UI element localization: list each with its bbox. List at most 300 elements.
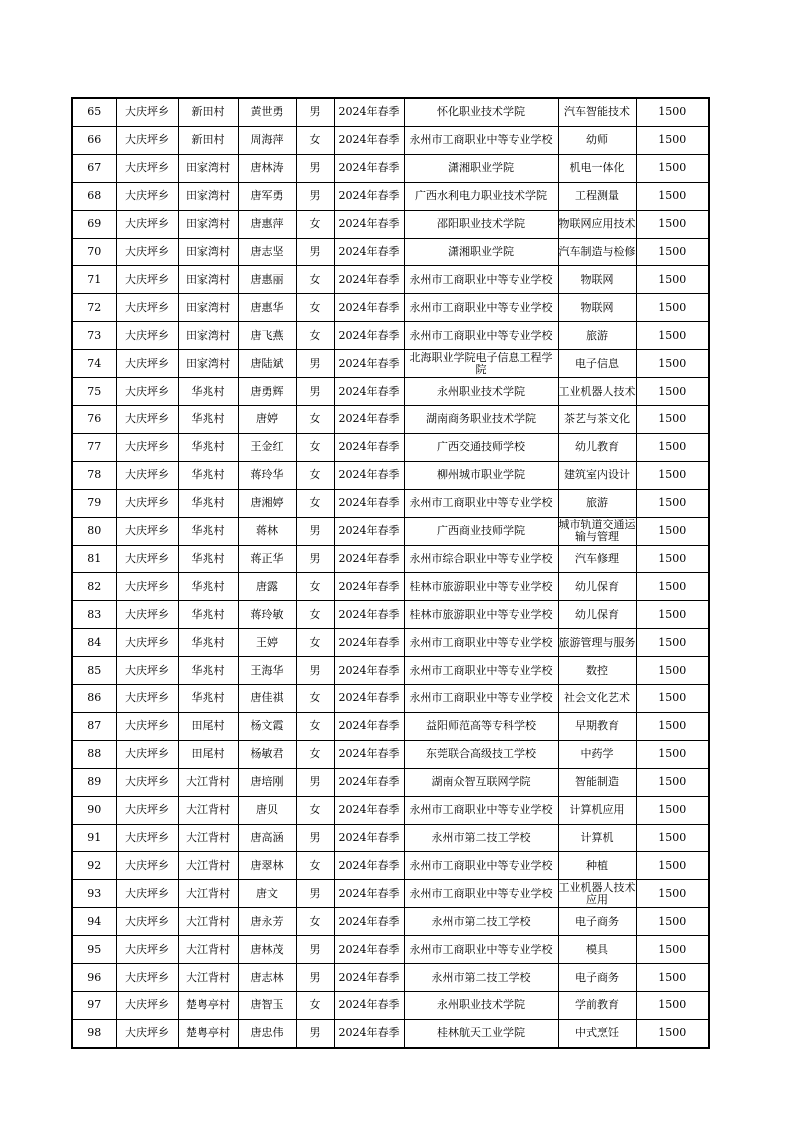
gender-cell: 女 [296, 294, 334, 322]
table-row [72, 992, 709, 1020]
amount-cell: 1500 [636, 461, 709, 489]
school-cell: 永州市工商职业中等专业学校 [409, 692, 553, 705]
school-cell: 桂林航天工业学院 [437, 1027, 525, 1040]
major-cell-container [558, 545, 636, 573]
village-cell: 田家湾村 [178, 238, 238, 266]
township-cell: 大庆坪乡 [116, 98, 178, 126]
major-cell-container [558, 601, 636, 629]
row-number: 92 [72, 852, 116, 880]
major-cell: 物联网 [580, 301, 614, 314]
name-cell: 唐智玉 [238, 992, 296, 1020]
table-row [72, 908, 709, 936]
school-cell-container [404, 964, 558, 992]
name-cell: 蒋正华 [238, 545, 296, 573]
row-number: 83 [72, 601, 116, 629]
table-row [72, 517, 709, 545]
gender-cell: 男 [296, 824, 334, 852]
school-cell: 湖南商务职业技术学院 [426, 413, 536, 426]
gender-cell: 女 [296, 489, 334, 517]
table-row [72, 796, 709, 824]
term-cell: 2024年春季 [334, 350, 404, 378]
village-cell: 田家湾村 [178, 322, 238, 350]
school-cell: 永州市工商职业中等专业学校 [409, 887, 553, 900]
major-cell: 电子商务 [575, 915, 619, 928]
township-cell: 大庆坪乡 [116, 433, 178, 461]
major-cell-container [558, 740, 636, 768]
village-cell: 华兆村 [178, 378, 238, 406]
table-row [72, 1019, 709, 1047]
school-cell: 永州市工商职业中等专业学校 [409, 329, 553, 342]
table-row [72, 182, 709, 210]
township-cell: 大庆坪乡 [116, 378, 178, 406]
major-cell: 幼儿保育 [575, 608, 619, 621]
major-cell: 城市轨道交通运输与管理 [558, 519, 636, 544]
school-cell: 永州市工商职业中等专业学校 [409, 134, 553, 147]
school-cell: 永州职业技术学院 [437, 999, 525, 1012]
township-cell: 大庆坪乡 [116, 461, 178, 489]
row-number: 73 [72, 322, 116, 350]
row-number: 98 [72, 1019, 116, 1047]
table-row [72, 154, 709, 182]
name-cell: 唐志坚 [238, 238, 296, 266]
village-cell: 大江背村 [178, 796, 238, 824]
township-cell: 大庆坪乡 [116, 210, 178, 238]
amount-cell: 1500 [636, 824, 709, 852]
table-row [72, 740, 709, 768]
township-cell: 大庆坪乡 [116, 489, 178, 517]
amount-cell: 1500 [636, 294, 709, 322]
school-cell: 怀化职业技术学院 [437, 106, 525, 119]
term-cell: 2024年春季 [334, 461, 404, 489]
table-row [72, 545, 709, 573]
school-cell-container [404, 294, 558, 322]
major-cell-container [558, 992, 636, 1020]
school-cell: 永州市工商职业中等专业学校 [409, 636, 553, 649]
name-cell: 唐飞燕 [238, 322, 296, 350]
gender-cell: 女 [296, 796, 334, 824]
school-cell-container [404, 936, 558, 964]
row-number: 79 [72, 489, 116, 517]
school-cell-container [404, 98, 558, 126]
gender-cell: 男 [296, 350, 334, 378]
table-row [72, 405, 709, 433]
school-cell: 柳州城市职业学院 [437, 469, 525, 482]
school-cell: 永州市工商职业中等专业学校 [409, 301, 553, 314]
school-cell: 永州市工商职业中等专业学校 [409, 273, 553, 286]
amount-cell: 1500 [636, 545, 709, 573]
major-cell: 中药学 [580, 748, 614, 761]
name-cell: 王婷 [238, 629, 296, 657]
village-cell: 大江背村 [178, 936, 238, 964]
major-cell: 汽车制造与检修 [558, 245, 636, 258]
school-cell: 永州市工商职业中等专业学校 [409, 664, 553, 677]
township-cell: 大庆坪乡 [116, 573, 178, 601]
name-cell: 王海华 [238, 657, 296, 685]
term-cell: 2024年春季 [334, 1019, 404, 1047]
term-cell: 2024年春季 [334, 908, 404, 936]
gender-cell: 女 [296, 210, 334, 238]
school-cell-container [404, 210, 558, 238]
table-row [72, 852, 709, 880]
township-cell: 大庆坪乡 [116, 768, 178, 796]
name-cell: 唐忠伟 [238, 1019, 296, 1047]
term-cell: 2024年春季 [334, 405, 404, 433]
village-cell: 华兆村 [178, 517, 238, 545]
school-cell-container [404, 657, 558, 685]
table-row [72, 238, 709, 266]
village-cell: 大江背村 [178, 852, 238, 880]
major-cell-container [558, 712, 636, 740]
village-cell: 华兆村 [178, 657, 238, 685]
school-cell-container [404, 433, 558, 461]
major-cell-container [558, 657, 636, 685]
table-row [72, 322, 709, 350]
term-cell: 2024年春季 [334, 712, 404, 740]
school-cell-container [404, 601, 558, 629]
major-cell-container [558, 154, 636, 182]
major-cell: 社会文化艺术 [564, 692, 630, 705]
major-cell-container [558, 210, 636, 238]
table-row [72, 880, 709, 908]
school-cell-container [404, 126, 558, 154]
gender-cell: 男 [296, 154, 334, 182]
term-cell: 2024年春季 [334, 880, 404, 908]
term-cell: 2024年春季 [334, 936, 404, 964]
village-cell: 田家湾村 [178, 294, 238, 322]
school-cell: 桂林市旅游职业中等专业学校 [409, 608, 553, 621]
name-cell: 唐翠林 [238, 852, 296, 880]
village-cell: 华兆村 [178, 685, 238, 713]
school-cell: 永州市工商职业中等专业学校 [409, 943, 553, 956]
township-cell: 大庆坪乡 [116, 405, 178, 433]
name-cell: 周海萍 [238, 126, 296, 154]
major-cell-container [558, 461, 636, 489]
table-row [72, 573, 709, 601]
major-cell: 电子信息 [575, 357, 619, 370]
table-row [72, 824, 709, 852]
school-cell: 广西商业技师学院 [437, 525, 525, 538]
gender-cell: 女 [296, 908, 334, 936]
table-row [72, 98, 709, 126]
row-number: 96 [72, 964, 116, 992]
table-row [72, 936, 709, 964]
village-cell: 田家湾村 [178, 154, 238, 182]
row-number: 85 [72, 657, 116, 685]
township-cell: 大庆坪乡 [116, 685, 178, 713]
term-cell: 2024年春季 [334, 573, 404, 601]
table-row [72, 266, 709, 294]
term-cell: 2024年春季 [334, 294, 404, 322]
term-cell: 2024年春季 [334, 238, 404, 266]
term-cell: 2024年春季 [334, 824, 404, 852]
subsidy-table [71, 97, 710, 1049]
gender-cell: 男 [296, 936, 334, 964]
school-cell-container [404, 768, 558, 796]
term-cell: 2024年春季 [334, 629, 404, 657]
row-number: 78 [72, 461, 116, 489]
gender-cell: 男 [296, 657, 334, 685]
row-number: 75 [72, 378, 116, 406]
major-cell-container [558, 322, 636, 350]
school-cell: 永州市第二技工学校 [431, 915, 531, 928]
school-cell: 北海职业学院电子信息工程学院 [409, 351, 553, 376]
major-cell: 学前教育 [575, 999, 619, 1012]
term-cell: 2024年春季 [334, 768, 404, 796]
term-cell: 2024年春季 [334, 98, 404, 126]
village-cell: 楚粤亭村 [178, 1019, 238, 1047]
row-number: 77 [72, 433, 116, 461]
major-cell-container [558, 768, 636, 796]
amount-cell: 1500 [636, 573, 709, 601]
major-cell-container [558, 629, 636, 657]
township-cell: 大庆坪乡 [116, 154, 178, 182]
village-cell: 新田村 [178, 98, 238, 126]
amount-cell: 1500 [636, 740, 709, 768]
row-number: 88 [72, 740, 116, 768]
table-row [72, 126, 709, 154]
amount-cell: 1500 [636, 1019, 709, 1047]
school-cell-container [404, 489, 558, 517]
amount-cell: 1500 [636, 964, 709, 992]
row-number: 84 [72, 629, 116, 657]
major-cell: 计算机应用 [569, 804, 625, 817]
gender-cell: 男 [296, 964, 334, 992]
table-row [72, 601, 709, 629]
term-cell: 2024年春季 [334, 182, 404, 210]
school-cell: 邵阳职业技术学院 [437, 218, 525, 231]
amount-cell: 1500 [636, 126, 709, 154]
term-cell: 2024年春季 [334, 964, 404, 992]
name-cell: 唐惠丽 [238, 266, 296, 294]
name-cell: 唐林茂 [238, 936, 296, 964]
school-cell-container [404, 461, 558, 489]
term-cell: 2024年春季 [334, 601, 404, 629]
school-cell: 永州市工商职业中等专业学校 [409, 804, 553, 817]
township-cell: 大庆坪乡 [116, 294, 178, 322]
major-cell-container [558, 936, 636, 964]
gender-cell: 男 [296, 880, 334, 908]
major-cell: 旅游管理与服务 [558, 636, 636, 649]
term-cell: 2024年春季 [334, 489, 404, 517]
term-cell: 2024年春季 [334, 740, 404, 768]
school-cell-container [404, 796, 558, 824]
school-cell-container [404, 629, 558, 657]
school-cell-container [404, 350, 558, 378]
village-cell: 田家湾村 [178, 210, 238, 238]
gender-cell: 男 [296, 378, 334, 406]
gender-cell: 女 [296, 992, 334, 1020]
school-cell: 永州市第二技工学校 [431, 832, 531, 845]
table-row [72, 461, 709, 489]
major-cell-container [558, 1019, 636, 1047]
township-cell: 大庆坪乡 [116, 1019, 178, 1047]
term-cell: 2024年春季 [334, 433, 404, 461]
village-cell: 大江背村 [178, 880, 238, 908]
name-cell: 唐志林 [238, 964, 296, 992]
village-cell: 华兆村 [178, 573, 238, 601]
village-cell: 大江背村 [178, 824, 238, 852]
row-number: 91 [72, 824, 116, 852]
major-cell-container [558, 266, 636, 294]
major-cell-container [558, 796, 636, 824]
row-number: 89 [72, 768, 116, 796]
row-number: 86 [72, 685, 116, 713]
amount-cell: 1500 [636, 852, 709, 880]
school-cell: 益阳师范高等专科学校 [426, 720, 536, 733]
school-cell-container [404, 908, 558, 936]
row-number: 70 [72, 238, 116, 266]
school-cell: 永州职业技术学院 [437, 385, 525, 398]
village-cell: 华兆村 [178, 601, 238, 629]
major-cell-container [558, 238, 636, 266]
major-cell-container [558, 98, 636, 126]
school-cell-container [404, 824, 558, 852]
name-cell: 唐佳祺 [238, 685, 296, 713]
row-number: 68 [72, 182, 116, 210]
major-cell: 工业机器人技术 [558, 385, 636, 398]
major-cell: 建筑室内设计 [564, 469, 630, 482]
township-cell: 大庆坪乡 [116, 712, 178, 740]
amount-cell: 1500 [636, 768, 709, 796]
village-cell: 田家湾村 [178, 182, 238, 210]
school-cell-container [404, 685, 558, 713]
term-cell: 2024年春季 [334, 210, 404, 238]
school-cell-container [404, 573, 558, 601]
township-cell: 大庆坪乡 [116, 992, 178, 1020]
major-cell: 汽车修理 [575, 552, 619, 565]
term-cell: 2024年春季 [334, 852, 404, 880]
village-cell: 华兆村 [178, 629, 238, 657]
major-cell: 茶艺与茶文化 [564, 413, 630, 426]
amount-cell: 1500 [636, 796, 709, 824]
gender-cell: 女 [296, 405, 334, 433]
gender-cell: 女 [296, 266, 334, 294]
name-cell: 唐高涵 [238, 824, 296, 852]
gender-cell: 女 [296, 126, 334, 154]
name-cell: 唐文 [238, 880, 296, 908]
term-cell: 2024年春季 [334, 322, 404, 350]
township-cell: 大庆坪乡 [116, 852, 178, 880]
row-number: 94 [72, 908, 116, 936]
township-cell: 大庆坪乡 [116, 238, 178, 266]
township-cell: 大庆坪乡 [116, 936, 178, 964]
gender-cell: 男 [296, 238, 334, 266]
major-cell-container [558, 964, 636, 992]
school-cell: 永州市工商职业中等专业学校 [409, 859, 553, 872]
name-cell: 唐陆斌 [238, 350, 296, 378]
major-cell: 工程测量 [575, 190, 619, 203]
school-cell: 湖南众智互联网学院 [431, 776, 531, 789]
name-cell: 唐勇辉 [238, 378, 296, 406]
row-number: 65 [72, 98, 116, 126]
village-cell: 华兆村 [178, 433, 238, 461]
table-row [72, 629, 709, 657]
school-cell-container [404, 378, 558, 406]
village-cell: 大江背村 [178, 964, 238, 992]
amount-cell: 1500 [636, 238, 709, 266]
township-cell: 大庆坪乡 [116, 517, 178, 545]
name-cell: 唐军勇 [238, 182, 296, 210]
term-cell: 2024年春季 [334, 796, 404, 824]
amount-cell: 1500 [636, 210, 709, 238]
gender-cell: 女 [296, 685, 334, 713]
village-cell: 田家湾村 [178, 266, 238, 294]
major-cell-container [558, 880, 636, 908]
name-cell: 蒋林 [238, 517, 296, 545]
name-cell: 王金红 [238, 433, 296, 461]
gender-cell: 女 [296, 601, 334, 629]
township-cell: 大庆坪乡 [116, 629, 178, 657]
village-cell: 田尾村 [178, 740, 238, 768]
school-cell-container [404, 517, 558, 545]
term-cell: 2024年春季 [334, 545, 404, 573]
school-cell-container [404, 405, 558, 433]
major-cell-container [558, 126, 636, 154]
amount-cell: 1500 [636, 322, 709, 350]
village-cell: 田尾村 [178, 712, 238, 740]
major-cell: 旅游 [586, 329, 608, 342]
name-cell: 黄世勇 [238, 98, 296, 126]
term-cell: 2024年春季 [334, 266, 404, 294]
township-cell: 大庆坪乡 [116, 126, 178, 154]
major-cell: 电子商务 [575, 971, 619, 984]
school-cell-container [404, 852, 558, 880]
row-number: 66 [72, 126, 116, 154]
major-cell-container [558, 405, 636, 433]
major-cell-container [558, 908, 636, 936]
amount-cell: 1500 [636, 936, 709, 964]
major-cell: 中式烹饪 [575, 1027, 619, 1040]
table-row [72, 433, 709, 461]
amount-cell: 1500 [636, 685, 709, 713]
table-row [72, 768, 709, 796]
name-cell: 唐贝 [238, 796, 296, 824]
major-cell: 智能制造 [575, 776, 619, 789]
school-cell: 广西水利电力职业技术学院 [415, 190, 547, 203]
gender-cell: 女 [296, 740, 334, 768]
name-cell: 蒋玲敏 [238, 601, 296, 629]
row-number: 76 [72, 405, 116, 433]
name-cell: 唐永芳 [238, 908, 296, 936]
term-cell: 2024年春季 [334, 378, 404, 406]
major-cell: 机电一体化 [569, 162, 625, 175]
term-cell: 2024年春季 [334, 154, 404, 182]
amount-cell: 1500 [636, 629, 709, 657]
school-cell: 桂林市旅游职业中等专业学校 [409, 580, 553, 593]
term-cell: 2024年春季 [334, 992, 404, 1020]
name-cell: 杨敏君 [238, 740, 296, 768]
row-number: 93 [72, 880, 116, 908]
school-cell-container [404, 992, 558, 1020]
amount-cell: 1500 [636, 657, 709, 685]
school-cell-container [404, 238, 558, 266]
table-row [72, 210, 709, 238]
school-cell-container [404, 545, 558, 573]
school-cell-container [404, 322, 558, 350]
name-cell: 杨文霞 [238, 712, 296, 740]
gender-cell: 男 [296, 517, 334, 545]
gender-cell: 女 [296, 461, 334, 489]
term-cell: 2024年春季 [334, 657, 404, 685]
name-cell: 唐培刚 [238, 768, 296, 796]
village-cell: 大江背村 [178, 908, 238, 936]
school-cell: 东莞联合高级技工学校 [426, 748, 536, 761]
school-cell-container [404, 712, 558, 740]
row-number: 95 [72, 936, 116, 964]
school-cell: 永州市第二技工学校 [431, 971, 531, 984]
row-number: 67 [72, 154, 116, 182]
row-number: 74 [72, 350, 116, 378]
